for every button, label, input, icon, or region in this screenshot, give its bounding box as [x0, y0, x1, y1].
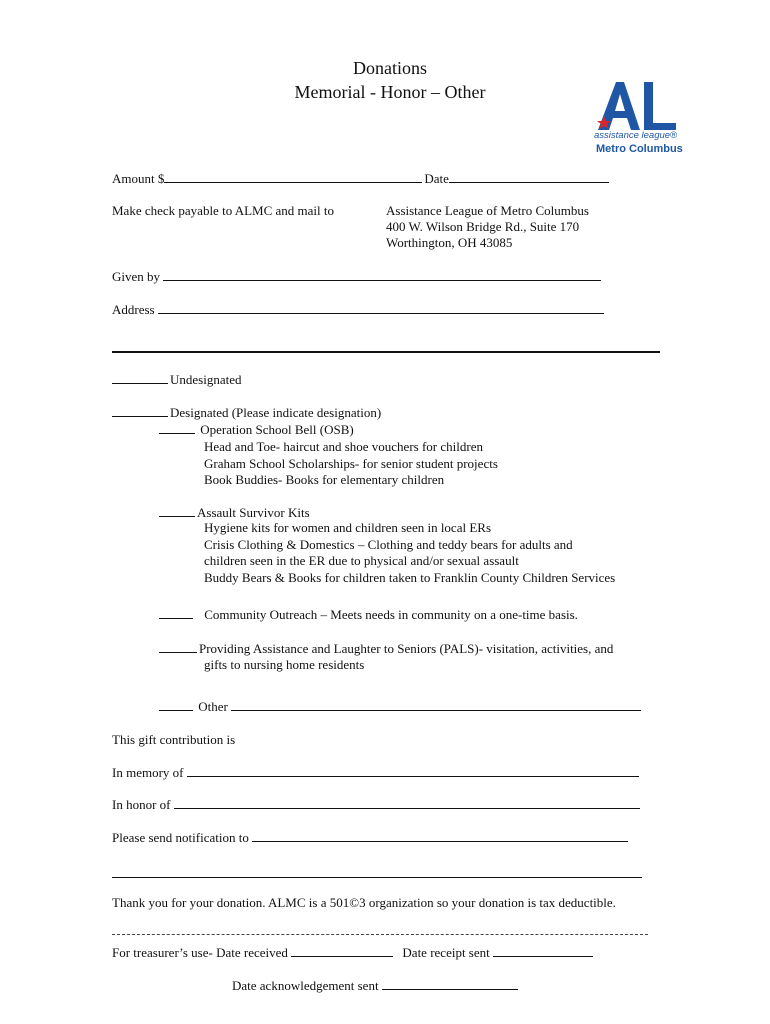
amount-row — [112, 170, 611, 187]
designated-row — [112, 404, 381, 421]
outreach-checkline[interactable] — [159, 606, 193, 619]
honor-row — [112, 796, 642, 813]
date-label: Date — [424, 171, 449, 186]
designated-checkline[interactable] — [112, 404, 168, 417]
undesignated-checkline[interactable] — [112, 371, 168, 384]
amount-label: Amount $ — [112, 171, 165, 186]
other-row — [159, 698, 643, 715]
outreach-row — [159, 606, 578, 623]
memory-field[interactable] — [187, 764, 639, 777]
section-divider — [112, 351, 660, 353]
osb-checkline[interactable] — [159, 421, 195, 434]
other-checkline[interactable] — [159, 698, 193, 711]
notify-row — [112, 829, 630, 846]
logo-name: assistance league® — [594, 130, 678, 141]
ask-label: Assault Survivor Kits — [197, 505, 310, 520]
notify-label: Please send notification to — [112, 830, 249, 845]
other-label: Other — [198, 699, 228, 714]
undesignated-label: Undesignated — [170, 372, 242, 387]
mail-address-line-3: Worthington, OH 43085 — [386, 235, 513, 250]
osb-item: Graham School Scholarships- for senior student projects — [204, 456, 498, 471]
ask-item: Buddy Bears & Books for children taken to Franklin County Children Services — [204, 570, 616, 585]
ask-item: Crisis Clothing & Domestics – Clothing and teddy bears for adults and — [204, 537, 573, 552]
honor-label: In honor of — [112, 797, 171, 812]
given-by-row — [112, 268, 603, 285]
given-by-field[interactable] — [163, 268, 601, 281]
given-by-label: Given by — [112, 269, 161, 284]
mail-address-line-2: 400 W. Wilson Bridge Rd., Suite 170 — [386, 219, 580, 234]
other-field[interactable] — [231, 698, 641, 711]
notify-field[interactable] — [252, 829, 628, 842]
treasurer-label: For treasurer’s use- Date received — [112, 945, 288, 960]
memory-row — [112, 764, 641, 781]
ask-item: children seen in the ER due to physical and/or sexual assault — [204, 553, 519, 568]
honor-field[interactable] — [174, 796, 640, 809]
page-subtitle: Memorial - Honor – Other — [294, 82, 486, 102]
treasurer-divider — [112, 934, 648, 935]
memory-label: In memory of — [112, 765, 184, 780]
date-ack-field[interactable] — [382, 977, 518, 990]
date-received-field[interactable] — [291, 944, 393, 957]
ack-label: Date acknowledgement sent — [232, 978, 379, 993]
osb-label: Operation School Bell (OSB) — [200, 422, 354, 437]
pals-label: Providing Assistance and Laughter to Seniors (PALS)- visitation, activities, and — [199, 641, 614, 656]
page-title: Donations — [353, 58, 427, 78]
ask-checkline[interactable] — [159, 504, 195, 517]
date-field[interactable] — [449, 170, 609, 183]
address-field[interactable] — [158, 301, 604, 314]
osb-row — [159, 421, 354, 438]
ask-item: Hygiene kits for women and children seen in local ERs — [204, 520, 492, 535]
logo-chapter: Metro Columbus — [596, 143, 683, 155]
ask-row — [159, 504, 310, 521]
designated-label: Designated (Please indicate designation) — [170, 405, 382, 420]
undesignated-row — [112, 371, 241, 388]
pals-row — [159, 640, 613, 657]
date-receipt-field[interactable] — [493, 944, 593, 957]
treasurer-row — [112, 944, 595, 961]
outreach-label: Community Outreach – Meets needs in community on a one-time basis. — [204, 607, 578, 622]
notify-field-continuation[interactable] — [112, 877, 642, 878]
ack-row — [232, 977, 520, 994]
address-label: Address — [112, 302, 155, 317]
gift-intro: This gift contribution is — [112, 732, 236, 747]
osb-item: Book Buddies- Books for elementary children — [204, 472, 445, 487]
receipt-label: Date receipt sent — [402, 945, 490, 960]
pals-label-cont: gifts to nursing home residents — [204, 657, 365, 672]
check-label: Make check payable to ALMC and mail to — [112, 203, 335, 218]
assistance-league-logo — [590, 78, 690, 160]
address-row — [112, 301, 606, 318]
thanks-note: Thank you for your donation. ALMC is a 501©3 organization so your donation is tax deductible. — [112, 895, 616, 910]
pals-checkline[interactable] — [159, 640, 197, 653]
mail-address-line-1: Assistance League of Metro Columbus — [386, 203, 589, 218]
osb-item: Head and Toe- haircut and shoe vouchers for children — [204, 439, 483, 454]
amount-field[interactable] — [164, 170, 422, 183]
